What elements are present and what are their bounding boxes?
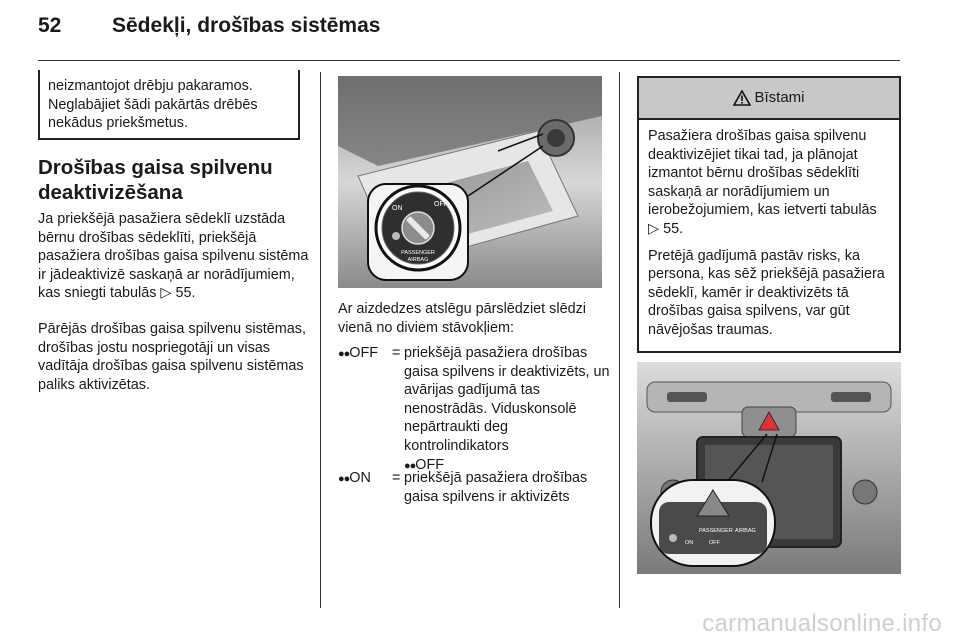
definition-on-term: ●●ON [338,469,392,506]
airbag-indicator-icon [669,534,677,542]
switch-on-label: ON [392,205,403,212]
plate-label-line2: AIRBAG [407,257,429,263]
dashboard-indicator-figure [637,362,901,574]
indicator-on: ON [685,540,694,546]
danger-body [639,120,899,340]
danger-paragraph-1: Pasažiera drošības gaisa spilvenu deaktivizējiet tikai tad, ja plānojat izmantot bērnu drošības sēdeklīti saskaņā ar norādījumiem un ierobežojumiem, kas ietverti tabulās ▷ 55. [648,128,877,237]
definition-off-desc: priekšējā pasažiera drošības gaisa spilvens ir deaktivizēts, un avārijas gadījumā tas nenostrādās. Viduskonsolē nepārtraukti deg kontrolindikators ●●OFF [404,344,613,475]
indicator-off: OFF [709,540,720,546]
page-ref-icon: ▷ [160,285,172,302]
definition-off-term: ●●OFF [338,344,392,475]
danger-paragraph-2: Pretējā gadījumā pastāv risks, ka persona, kas sēž priekšējā pasažiera sēdeklī, kamēr ir deaktivizēts tā drošības gaisa spilvens, var gūt nāvējošas traumas. [648,247,885,338]
header-rule [38,60,900,61]
definition-on-desc: priekšējā pasažiera drošības gaisa spilvens ir aktivizēts [404,470,588,505]
switch-intro: Ar aizdedzes atslēgu pārslēdziet slēdzi vienā no diviem stāvokļiem: [338,301,586,336]
column-divider [320,72,321,608]
airbag-off-icon: ●● [404,459,416,472]
page-ref-icon: ▷ [648,220,660,237]
danger-header [639,78,899,120]
column-divider [619,72,620,608]
danger-title: Bīstami [754,88,805,106]
child-seat-icon [392,232,400,240]
warning-triangle-icon [733,90,751,106]
watermark: carmanualsonline.info [702,610,942,637]
paragraph-1-text: Ja priekšējā pasažiera sēdeklī uzstāda bērnu drošības sēdeklīti, priekšējā pasažiera drošības gaisa spilvenu sistēma ir jādeaktivizē saskaņā ar norādījumiem, kas sniegti tabulās [38,211,309,302]
paragraph-1-ref: 55. [175,285,196,302]
definition-on [338,469,613,506]
running-title: Sēdekļi, drošības sistēmas [112,14,381,37]
definition-off [338,344,613,475]
indicator-line1: PASSENGER [699,528,733,534]
airbag-switch-figure [338,76,602,288]
note-box-continuation [38,70,300,140]
switch-off-label: OFF [434,201,448,208]
section-heading: Drošības gaisa spilvenu deaktivizēšana [38,156,273,204]
definition-equals: = [392,345,401,361]
airbag-on-icon: ●● [338,473,350,485]
danger-box [637,76,901,353]
indicator-line2: AIRBAG [735,528,756,534]
paragraph-1 [38,210,313,303]
definition-equals: = [392,470,401,486]
plate-label-line1: PASSENGER [401,250,435,256]
note-box-text: neizmantojot drēbju pakaramos. Neglabājiet šādi pakārtās drēbēs nekādus priekšmetus. [48,78,258,132]
page-number: 52 [38,14,62,37]
airbag-off-icon: ●● [338,348,350,360]
paragraph-2: Pārējās drošības gaisa spilvenu sistēmas, drošības jostu nospriegotāji un visas vadītāja drošības gaisa spilvenu sistēmas paliks aktivizētas. [38,321,306,393]
